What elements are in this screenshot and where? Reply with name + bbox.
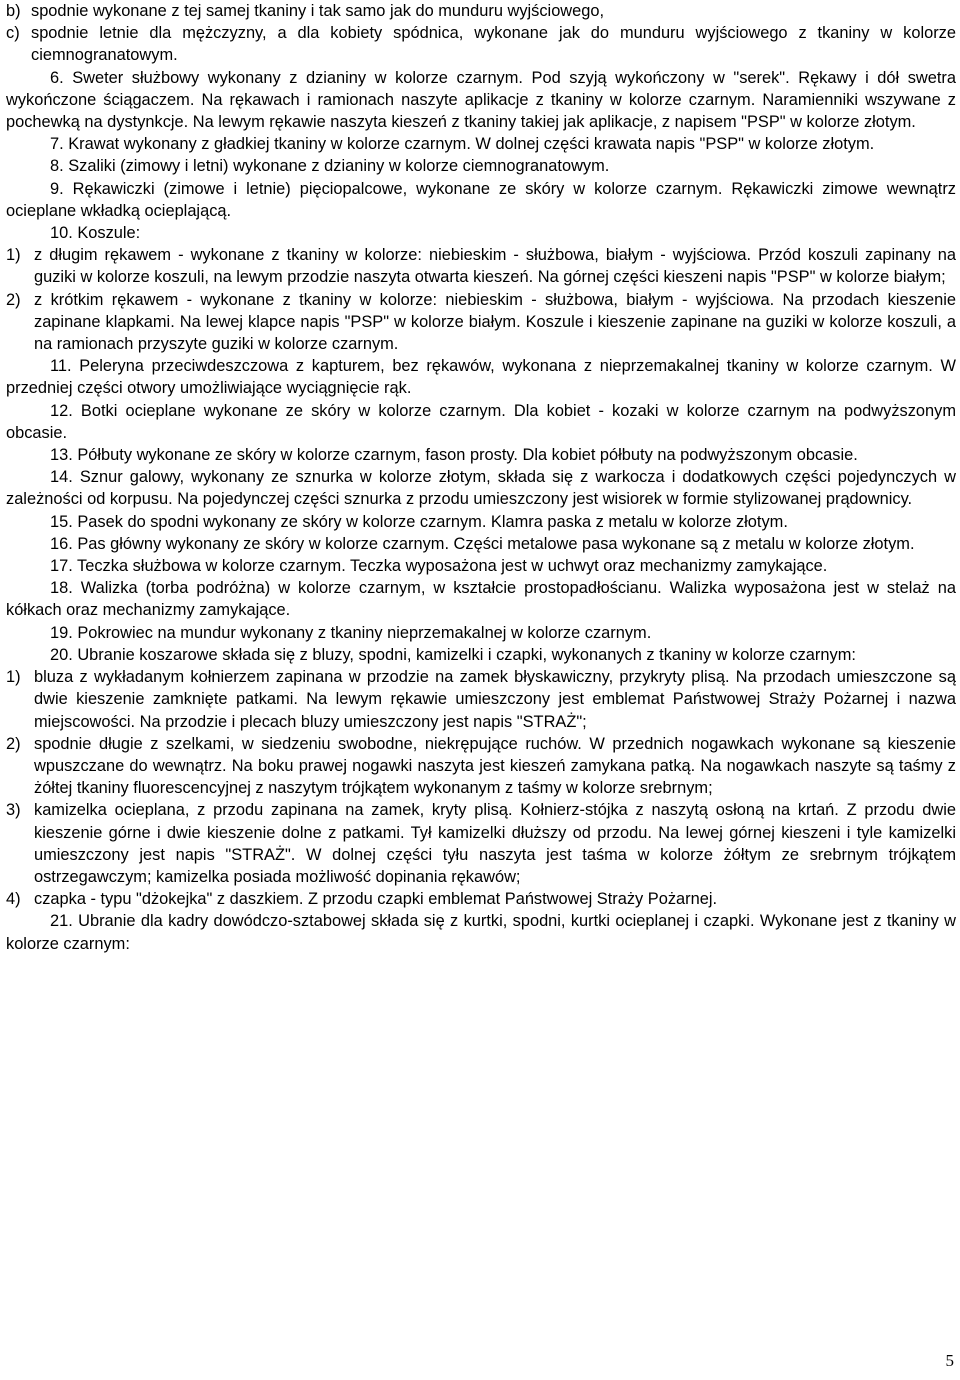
list-text: kamizelka ocieplana, z przodu zapinana na zamek, kryty plisą. Kołnierz-stójka z naszytą osłoną na krtań. Z przodu dwie kieszenie górne i dwie kieszenie dolne z patkami. Tył kamizelki dłuższy od przodu. Na lewej górnej kieszeni i tyle kamizelki umieszczony jest napis "STRAŻ". W dolnej części tyłu naszyta jest taśma w kolorze żółtym ze srebrnym trójkątem ostrzegawczym; kamizelka posiada możliwość dopinania rękawów;	[34, 801, 956, 886]
list-item-10-2	[6, 289, 956, 356]
list-marker: 3)	[6, 801, 21, 820]
paragraph-20: 20. Ubranie koszarowe składa się z bluzy, spodni, kamizelki i czapki, wykonanych z tkaniny w kolorze czarnym:	[50, 645, 856, 664]
list-text: spodnie długie z szelkami, w siedzeniu swobodne, niekrępujące ruchów. W przednich nogawkach wykonane są kieszenie wpuszczane do wewnątrz. Na boku prawej nogawki naszyta jest kieszeń zamykana patką. Na nogawkach naszyte są taśmy z żółtej tkaniny fluorescencyjnej z naszytym trójkątem wykonanym z taśmy w kolorze srebrnym;	[34, 734, 956, 798]
page-number: 5	[945, 1351, 954, 1370]
list-text: spodnie letnie dla mężczyzny, a dla kobiety spódnica, wykonane jak do munduru wyjściowego z tkaniny w kolorze ciemnogranatowym.	[31, 24, 956, 65]
paragraph-8: 8. Szaliki (zimowy i letni) wykonane z dzianiny w kolorze ciemnogranatowym.	[50, 157, 610, 176]
list-text: czapka - typu "dżokejka" z daszkiem. Z przodu czapki emblemat Państwowej Straży Pożarnej.	[34, 890, 718, 909]
paragraph-18: 18. Walizka (torba podróżna) w kolorze czarnym, w kształcie prostopadłościanu. Walizka wyposażona jest w stelaż na kółkach oraz mechanizmy zamykające.	[6, 579, 956, 620]
list-text: bluza z wykładanym kołnierzem zapinana w przodzie na zamek błyskawiczny, przykryty plisą. Na przodach umieszczone są dwie kieszenie zamknięte patkami. Na lewym rękawie umieszczony jest emblemat Państwowej Straży Pożarnej i nazwa miejscowości. Na przodzie i plecach bluzy umieszczony jest napis "STRAŻ";	[34, 668, 956, 731]
list-item-b	[6, 0, 956, 22]
list-item-20-3	[6, 799, 956, 888]
document-page	[6, 0, 956, 955]
paragraph-17: 17. Teczka służbowa w kolorze czarnym. Teczka wyposażona jest w uchwyt oraz mechanizmy zamykające.	[50, 557, 828, 576]
list-text: spodnie wykonane z tej samej tkaniny i tak samo jak do munduru wyjściowego,	[31, 2, 605, 20]
list-text: z długim rękawem - wykonane z tkaniny w kolorze: niebieskim - służbowa, białym - wyjściowa. Przód koszuli zapinany na guziki w kolorze koszuli, na lewym przodzie naszyta otwarta kieszeń. Na górnej części kieszeni napis "PSP" w kolorze białym;	[34, 246, 956, 287]
list-marker: b)	[6, 2, 21, 20]
paragraph-16: 16. Pas główny wykonany ze skóry w kolorze czarnym. Części metalowe pasa wykonane są z metalu w kolorze złotym.	[50, 534, 915, 553]
list-item-20-2	[6, 733, 956, 800]
paragraph-15: 15. Pasek do spodni wykonany ze skóry w kolorze czarnym. Klamra paska z metalu w kolorze złotym.	[50, 512, 788, 531]
paragraph-21: 21. Ubranie dla kadry dowódczo-sztabowej składa się z kurtki, spodni, kurtki ocieplanej i czapki. Wykonane jest z tkaniny w kolorze czarnym:	[6, 912, 956, 953]
list-marker: 4)	[6, 890, 21, 909]
paragraph-13: 13. Półbuty wykonane ze skóry w kolorze czarnym, fason prosty. Dla kobiet półbuty na podwyższonym obcasie.	[50, 446, 858, 465]
list-item-10-1	[6, 244, 956, 288]
paragraph-19: 19. Pokrowiec na mundur wykonany z tkaniny nieprzemakalnej w kolorze czarnym.	[50, 623, 652, 642]
list-marker: 1)	[6, 246, 21, 265]
paragraph-6: 6. Sweter służbowy wykonany z dzianiny w kolorze czarnym. Pod szyją wykończony w "serek". Rękawy i dół swetra wykończone ściągaczem. Na rękawach i ramionach naszyte aplikacje z tkaniny w kolorze czarnym. Naramienniki wszywane z pochewką na dystynkcje. Na lewym rękawie naszyta kieszeń z tkaniny takiej jak aplikacje, z napisem "PSP" w kolorze złotym.	[6, 68, 956, 132]
paragraph-7: 7. Krawat wykonany z gładkiej tkaniny w kolorze czarnym. W dolnej części krawata napis "PSP" w kolorze złotym.	[50, 135, 875, 154]
paragraph-11: 11. Peleryna przeciwdeszczowa z kapturem, bez rękawów, wykonana z nieprzemakalnej tkaniny w kolorze czarnym. W przedniej części otwory umożliwiające wyciągnięcie rąk.	[6, 357, 956, 398]
list-marker: 2)	[6, 290, 21, 309]
list-item-c	[6, 22, 956, 66]
paragraph-12: 12. Botki ocieplane wykonane ze skóry w kolorze czarnym. Dla kobiet - kozaki w kolorze czarnym na podwyższonym obcasie.	[6, 401, 956, 442]
list-marker: c)	[6, 24, 20, 43]
list-marker: 1)	[6, 668, 21, 687]
list-item-20-4	[6, 888, 956, 910]
list-item-20-1	[6, 666, 956, 733]
paragraph-9: 9. Rękawiczki (zimowe i letnie) pięciopalcowe, wykonane ze skóry w kolorze czarnym. Rękawiczki zimowe wewnątrz ocieplane wkładką ocieplającą.	[6, 179, 956, 220]
list-marker: 2)	[6, 734, 21, 753]
paragraph-14: 14. Sznur galowy, wykonany ze sznurka w kolorze złotym, składa się z warkocza i dodatkowych części pojedynczych w zależności od korpusu. Na pojedynczej części sznurka z przodu umieszczony jest wisiorek w formie stylizowanej prądownicy.	[6, 468, 956, 509]
paragraph-10: 10. Koszule:	[50, 224, 141, 243]
list-text: z krótkim rękawem - wykonane z tkaniny w kolorze: niebieskim - służbowa, białym - wyjściowa. Na przodach kieszenie zapinane klapkami. Na lewej klapce napis "PSP" w kolorze białym. Koszule i kieszenie zapinane na guziki w kolorze koszuli, a na ramionach przyszyte guziki w kolorze czarnym.	[34, 290, 956, 354]
